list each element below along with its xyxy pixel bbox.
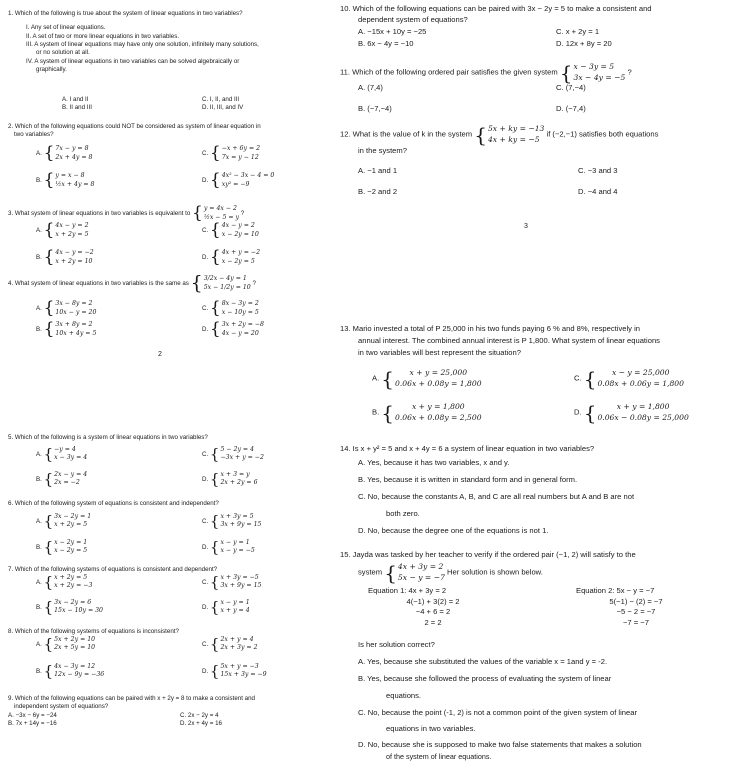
q5-option-a[interactable]: A. { −y = 4 x − 3y = 4 <box>36 444 88 463</box>
q3-option-a[interactable]: A. { 4x − y = 2 x + 2y = 5 <box>36 220 89 240</box>
q15-option-a[interactable]: A. Yes, because she substituted the values of the variable x = 1and y = -2. <box>358 657 608 666</box>
q6-option-a[interactable]: A. { 3x − 2y = 1 x + 2y = 5 <box>36 511 92 530</box>
q5-option-b[interactable]: B. { 2x − y = 4 2x = −2 <box>36 469 88 488</box>
statement-i: I. Any set of linear equations. <box>26 24 106 32</box>
q4-option-c[interactable]: C. { 8x − 3y = 2 x − 10y = 5 <box>202 298 259 318</box>
question-12 <box>340 124 658 145</box>
q11-option-a[interactable]: A. (7,4) <box>358 83 383 92</box>
q2-option-d[interactable]: D. { 4x² − 3x − 4 = 0 xy² = −9 <box>202 170 275 190</box>
q12-option-c[interactable]: C. −3 and 3 <box>578 166 618 175</box>
q9-option-b[interactable]: B. 7x + 14y = −16 <box>8 720 57 727</box>
q9-option-d[interactable]: D. 2x + 4y = 16 <box>180 720 222 727</box>
q12-option-d[interactable]: D. −4 and 4 <box>578 187 618 196</box>
q1-option-a[interactable]: A. I and II <box>62 96 89 103</box>
q11-option-b[interactable]: B. (−7,−4) <box>358 104 392 113</box>
q3-option-c[interactable]: C. { 4x − y = 2 x − 2y = 10 <box>202 220 259 240</box>
question-4-given-system: { 3/2x − 4y = 1 5x − 1/2y = 10 <box>190 272 251 294</box>
page-number: 2 <box>158 351 162 358</box>
q5-option-d[interactable]: D. { x + 3 = y 2x + 2y = 6 <box>202 469 258 488</box>
question-11-given-system: { x − 3y = 5 3x − 4y = −5 <box>559 60 626 85</box>
q10-option-c[interactable]: C. x + 2y = 1 <box>556 27 600 36</box>
question-13-line-3: in two variables will best represent the situation? <box>358 348 521 357</box>
q8-option-b[interactable]: B. { 4x − 3y = 12 12x − 9y = −36 <box>36 661 105 680</box>
question-7-stem: 7. Which of the following systems of equations is consistent and dependent? <box>8 566 218 573</box>
q5-option-c[interactable]: C. { 5 − 2y = 4 −3x + y = −2 <box>202 444 264 463</box>
q8-option-a[interactable]: A. { 5x + 2y = 10 2x + 5y = 10 <box>36 634 96 653</box>
q10-option-a[interactable]: A. −15x + 10y = −25 <box>358 27 427 36</box>
question-9-stem: 9. Which of the following equations can be paired with x + 2y = 8 to make a consistent and <box>8 695 255 702</box>
q14-option-c-cont: both zero. <box>386 509 420 518</box>
equation-2-work: Equation 2: 5x − y = −7 5(−1) − (2) = −7 −5 − 2 = −7 −7 = −7 <box>576 586 663 627</box>
question-1 <box>8 10 348 75</box>
question-11-stem: 11. Which of the following ordered pair satisfies the given system <box>340 67 558 77</box>
question-2-stem-cont: two variables? <box>14 131 54 139</box>
q4-option-b[interactable]: B. { 3x + 8y = 2 10x + 4y = 5 <box>36 319 97 339</box>
question-15-question: Is her solution correct? <box>358 640 435 649</box>
q14-option-a[interactable]: A. Yes, because it has two variables, x and y. <box>358 458 510 467</box>
q14-option-d[interactable]: D. No, because the degree one of the equations is not 1. <box>358 526 549 535</box>
q2-option-a[interactable]: A. { 7x − y = 8 2x + 4y = 8 <box>36 143 93 163</box>
question-15-system: system { 4x + 3y = 2 5x − y = −7 Her solution is shown below. <box>358 560 543 585</box>
q6-option-c[interactable]: C. { x + 3y = 5 3x + 9y = 15 <box>202 511 262 530</box>
q15-option-b[interactable]: B. Yes, because she followed the process of evaluating the system of linear <box>358 674 612 683</box>
q15-option-b-cont: equations. <box>386 691 422 700</box>
statement-iii: III. A system of linear equations may have only one solution, infinitely many solutions, <box>26 41 259 49</box>
question-6-stem: 6. Which of the following system of equations is consistent and independent? <box>8 500 219 507</box>
q1-option-d[interactable]: D. II, III, and IV <box>202 104 244 111</box>
worksheet-page-3-bottom <box>338 320 730 762</box>
question-12-given-system: { 5x + ky = −13 4x + ky = −5 <box>474 122 545 147</box>
q1-option-c[interactable]: C. I, II, and III <box>202 96 240 103</box>
statement-iv: IV. A system of linear equations in two variables can be solved algebraically or <box>26 57 240 65</box>
q3-option-b[interactable]: B. { 4x − y = −2 x + 2y = 10 <box>36 247 94 267</box>
q10-option-d[interactable]: D. 12x + 8y = 20 <box>556 39 612 48</box>
q10-option-b[interactable]: B. 6x − 4y = −10 <box>358 39 414 48</box>
question-10-stem-cont: dependent system of equations? <box>358 15 468 24</box>
question-13-line-1: 13. Mario invested a total of P 25,000 in his two funds paying 6 % and 8%, respectively in <box>340 324 640 333</box>
q11-option-d[interactable]: D. (−7,4) <box>556 104 586 113</box>
question-2-stem: 2. Which of the following equations could NOT be considered as system of linear equation in <box>8 123 261 130</box>
question-12-stem-cont: in the system? <box>358 146 407 155</box>
q9-option-a[interactable]: A. −3x − 6y = −24 <box>8 712 57 719</box>
question-2 <box>8 123 348 140</box>
worksheet-page-2-top <box>0 0 355 380</box>
q7-option-b[interactable]: B. { 3x − 2y = 6 15x − 10y = 30 <box>36 597 103 616</box>
question-4-stem: 4. What system of linear equations in two variables is the same as <box>8 280 189 288</box>
q15-option-c[interactable]: C. No, because the point (-1, 2) is not a common point of the given system of linear <box>358 708 637 717</box>
statement-iii-cont: or no solution at all. <box>36 49 90 57</box>
q7-option-a[interactable]: A. { x + 2y = 5 x + 2y = −3 <box>36 572 93 591</box>
question-15-stem: 15. Jayda was tasked by her teacher to verify if the ordered pair (−1, 2) will satisfy to the <box>340 550 636 559</box>
question-9-stem-cont: independent system of equations? <box>14 703 109 710</box>
question-3-stem: 3. What system of linear equations in two variables is equivalent to <box>8 210 191 218</box>
q15-option-c-cont: equations in two variables. <box>386 724 476 733</box>
question-1-stem: 1. Which of the following is true about the system of linear equations in two variables? <box>8 10 243 17</box>
question-12-stem: 12. What is the value of k in the system <box>340 129 473 139</box>
q15-option-d[interactable]: D. No, because she is supposed to make two false statements that makes a solution <box>358 740 642 749</box>
question-10-stem: 10. Which of the following equations can be paired with 3x − 2y = 5 to make a consistent and <box>340 4 652 13</box>
q14-option-c[interactable]: C. No, because the constants A, B, and C are all real numbers but A and B are not <box>358 492 635 501</box>
question-4: 4. What system of linear equations in two variables is the same as { 3/2x − 4y = 1 5x − 1/2y = 10 ? <box>8 272 256 294</box>
q2-option-b[interactable]: B. { y = x − 8 ½x + 4y = 8 <box>36 170 95 190</box>
q7-option-c[interactable]: C. { x + 3y = −5 3x + 9y = 15 <box>202 572 262 591</box>
q6-option-b[interactable]: B. { x − 2y = 1 x − 2y = 5 <box>36 537 88 556</box>
q12-option-a[interactable]: A. −1 and 1 <box>358 166 398 175</box>
q6-option-d[interactable]: D. { x − y = 1 x − y = −5 <box>202 537 255 556</box>
question-13-line-2: annual interest. The combined annual interest is P 1,800. What system of linear equations <box>358 336 660 345</box>
question-12-tail: if (−2,−1) satisfies both equations <box>546 129 659 139</box>
q13-option-a[interactable]: A. { x + y = 25,000 0.06x + 0.08y = 1,800 <box>372 366 482 391</box>
q8-option-c[interactable]: C. { 2x + y = 4 2x + 3y = 2 <box>202 634 258 653</box>
q9-option-c[interactable]: C. 2x − 2y = 4 <box>180 712 219 719</box>
question-8-stem: 8. Which of the following systems of equations is inconsistent? <box>8 628 179 635</box>
question-5-stem: 5. Which of the following is a system of linear equations in two variables? <box>8 434 208 441</box>
question-3: 3. What system of linear equations in two variables is equivalent to { y = 4x − 2 ½x − 5 = y ? <box>8 203 245 223</box>
worksheet-page-3-top <box>338 0 730 240</box>
question-3-given-system: { y = 4x − 2 ½x − 5 = y <box>192 203 239 223</box>
q4-option-d[interactable]: D. { 3x + 2y = −8 4x − y = 20 <box>202 319 264 339</box>
q11-option-c[interactable]: C. (7,−4) <box>556 83 586 92</box>
q3-option-d[interactable]: D. { 4x + y = −2 x − 2y = 5 <box>202 247 261 267</box>
question-11: 11. Which of the following ordered pair satisfies the given system { x − 3y = 5 3x − 4y = −5 ? <box>340 60 632 85</box>
q1-option-b[interactable]: B. II and III <box>62 104 92 111</box>
worksheet-page-2-bottom <box>0 420 355 762</box>
q13-option-d[interactable]: D. { x + y = 1,800 0.06x − 0.08y = 25,000 <box>574 400 689 425</box>
q13-option-b[interactable]: B. { x + y = 1,800 0.06x + 0.08y = 2,500 <box>372 400 482 425</box>
q13-option-c[interactable]: C. { x − y = 25,000 0.08x + 0.06y = 1,800 <box>574 366 684 391</box>
q2-option-c[interactable]: C. { −x + 6y = 2 7x = y − 12 <box>202 143 261 163</box>
equation-1-work: Equation 1: 4x + 3y = 2 4(−1) + 3(2) = 2 −4 + 6 = 2 2 = 2 <box>368 586 460 627</box>
q4-option-a[interactable]: A. { 3x − 8y = 2 10x − y = 20 <box>36 298 97 318</box>
statement-iv-cont: graphically. <box>36 66 67 74</box>
q8-option-d[interactable]: D. { 5x + y = −3 15x + 3y = −9 <box>202 661 267 680</box>
q15-option-d-cont: of the system of linear equations. <box>386 752 492 761</box>
q7-option-d[interactable]: D. { x − y = 1 x + y = 4 <box>202 597 250 616</box>
q12-option-b[interactable]: B. −2 and 2 <box>358 187 398 196</box>
q14-option-b[interactable]: B. Yes, because it is written in standard form and in general form. <box>358 475 578 484</box>
question-14-stem: 14. Is x + y² = 5 and x + 4y = 6 a system of linear equation in two variables? <box>340 444 595 453</box>
statement-ii: II. A set of two or more linear equations in two variables. <box>26 32 180 40</box>
page-number: 3 <box>524 223 528 230</box>
